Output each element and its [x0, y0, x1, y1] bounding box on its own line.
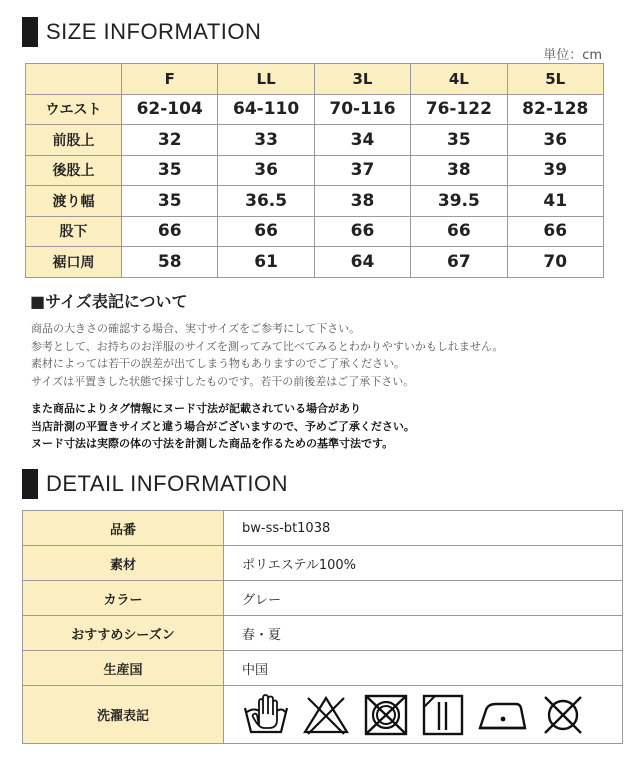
- detail-row: [23, 546, 623, 581]
- size-cell: 36.5: [218, 186, 314, 217]
- size-cell: 35: [411, 125, 507, 156]
- size-table-row: [26, 155, 604, 186]
- size-cell: 34: [314, 125, 410, 156]
- size-cell: 64-110: [218, 94, 314, 125]
- detail-label: 品番: [23, 511, 224, 546]
- size-row-label: ウエスト: [26, 94, 122, 125]
- detail-value: 春・夏: [224, 616, 623, 651]
- size-section-title: SIZE INFORMATION: [46, 19, 262, 44]
- note-line: 商品の大きさの確認する場合、実寸サイズをご参考にして下さい。: [31, 322, 361, 335]
- detail-row: [23, 651, 623, 686]
- size-table-header-row: [26, 64, 604, 95]
- detail-label: カラー: [23, 581, 224, 616]
- detail-table: [22, 510, 623, 744]
- detail-row-care: [23, 686, 623, 744]
- no-tumble-dry-icon: [362, 694, 410, 736]
- size-row-label: 股下: [26, 216, 122, 247]
- size-cell: 66: [314, 216, 410, 247]
- size-table-row: [26, 247, 604, 278]
- size-cell: 64: [314, 247, 410, 278]
- line-dry-shade-icon: [422, 694, 464, 736]
- detail-label: おすすめシーズン: [23, 616, 224, 651]
- size-table-row: [26, 125, 604, 156]
- unit-label: 単位：cm: [543, 48, 602, 63]
- size-col-header: F: [122, 64, 218, 95]
- size-cell: 70: [507, 247, 603, 278]
- size-notes: [31, 320, 504, 390]
- detail-value: グレー: [224, 581, 623, 616]
- nude-size-notes: [31, 400, 415, 453]
- size-table-row: [26, 186, 604, 217]
- size-cell: 36: [218, 155, 314, 186]
- size-cell: 58: [122, 247, 218, 278]
- size-col-header: 5L: [507, 64, 603, 95]
- care-icons-cell: [224, 686, 623, 744]
- detail-value: bw-ss-bt1038: [224, 511, 623, 546]
- size-cell: 62-104: [122, 94, 218, 125]
- iron-low-icon: [476, 694, 528, 736]
- note-line-bold: また商品によりタグ情報にヌード寸法が記載されている場合があり: [31, 402, 361, 415]
- size-cell: 66: [507, 216, 603, 247]
- note-line-bold: 当店計測の平置きサイズと違う場合がございますので、予めご了承ください。: [31, 419, 415, 433]
- size-cell: 41: [507, 186, 603, 217]
- size-cell: 35: [122, 155, 218, 186]
- detail-row: [23, 581, 623, 616]
- size-cell: 35: [122, 186, 218, 217]
- no-bleach-icon: [302, 694, 350, 736]
- section-marker-bar: [22, 17, 38, 47]
- size-table-corner: [26, 64, 122, 95]
- size-section-header: [22, 17, 261, 47]
- size-col-header: 3L: [314, 64, 410, 95]
- detail-row: [23, 616, 623, 651]
- size-cell: 36: [507, 125, 603, 156]
- hand-wash-icon: [242, 694, 290, 736]
- size-cell: 66: [218, 216, 314, 247]
- detail-label: 素材: [23, 546, 224, 581]
- detail-label: 生産国: [23, 651, 224, 686]
- no-dry-clean-icon: [540, 694, 586, 736]
- note-line: 素材によっては若干の誤差が出てしまう物もありますのでご了承ください。: [31, 357, 405, 370]
- size-table: [25, 63, 604, 278]
- note-line: 参考として、お持ちのお洋服のサイズを測ってみて比べてみるとわかりやすいかもしれません。: [31, 339, 504, 353]
- size-row-label: 前股上: [26, 125, 122, 156]
- size-cell: 66: [411, 216, 507, 247]
- size-cell: 37: [314, 155, 410, 186]
- size-cell: 76-122: [411, 94, 507, 125]
- size-cell: 33: [218, 125, 314, 156]
- detail-row: [23, 511, 623, 546]
- care-label: 洗濯表記: [23, 686, 224, 744]
- size-table-row: [26, 216, 604, 247]
- size-table-row: [26, 94, 604, 125]
- size-cell: 61: [218, 247, 314, 278]
- size-cell: 39: [507, 155, 603, 186]
- size-cell: 39.5: [411, 186, 507, 217]
- size-cell: 66: [122, 216, 218, 247]
- detail-value: 中国: [224, 651, 623, 686]
- care-icons: [242, 694, 622, 736]
- size-cell: 67: [411, 247, 507, 278]
- note-line: サイズは平置きした状態で採寸したものです。若干の前後差はご了承下さい。: [31, 374, 415, 388]
- size-cell: 82-128: [507, 94, 603, 125]
- detail-section-header: [22, 469, 288, 499]
- size-cell: 70-116: [314, 94, 410, 125]
- size-col-header: 4L: [411, 64, 507, 95]
- size-cell: 32: [122, 125, 218, 156]
- size-row-label: 裾口周: [26, 247, 122, 278]
- section-marker-bar: [22, 469, 38, 499]
- size-cell: 38: [411, 155, 507, 186]
- note-line-bold: ヌード寸法は実際の体の寸法を計測した商品を作るための基準寸法です。: [31, 437, 394, 450]
- detail-section-title: DETAIL INFORMATION: [46, 471, 289, 496]
- size-notes-title: ■サイズ表記について: [30, 292, 188, 311]
- size-row-label: 後股上: [26, 155, 122, 186]
- size-col-header: LL: [218, 64, 314, 95]
- size-cell: 38: [314, 186, 410, 217]
- size-row-label: 渡り幅: [26, 186, 122, 217]
- detail-value: ポリエステル100%: [224, 546, 623, 581]
